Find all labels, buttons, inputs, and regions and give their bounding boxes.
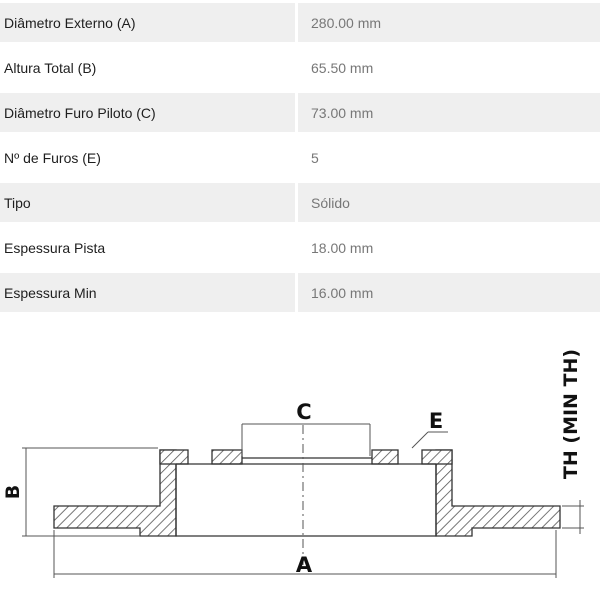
spec-label: Diâmetro Furo Piloto (C)	[0, 93, 295, 132]
spec-value: 5	[311, 149, 319, 166]
label-a: A	[295, 553, 313, 577]
spec-value: 18.00 mm	[311, 239, 374, 256]
dimension-th	[562, 500, 584, 534]
spec-label: Nº de Furos (E)	[4, 149, 101, 166]
spec-label: Altura Total (B)	[4, 59, 97, 76]
spec-value: 73.00 mm	[298, 93, 600, 132]
spec-value: Sólido	[298, 183, 600, 222]
label-c: C	[296, 400, 312, 424]
label-th: TH (MIN TH)	[560, 348, 582, 480]
spec-value: 16.00 mm	[298, 273, 600, 312]
spec-row-altura-total	[0, 45, 600, 90]
spec-label: Diâmetro Externo (A)	[0, 3, 295, 42]
spec-label: Espessura Pista	[4, 239, 106, 256]
spec-label: Espessura Min	[0, 273, 295, 312]
spec-row-espessura-min	[0, 270, 600, 315]
spec-value: 280.00 mm	[298, 3, 600, 42]
spec-row-espessura-pista	[0, 225, 600, 270]
spec-row-tipo	[0, 180, 600, 225]
spec-row-diametro-externo	[0, 0, 600, 45]
label-e: E	[428, 409, 444, 433]
label-b: B	[2, 484, 24, 500]
spec-row-numero-furos	[0, 135, 600, 180]
spec-row-diametro-furo-piloto	[0, 90, 600, 135]
spec-label: Tipo	[0, 183, 295, 222]
dimension-e	[412, 432, 448, 448]
disc-section	[54, 450, 560, 536]
spec-value: 65.50 mm	[311, 59, 374, 76]
brake-disc-diagram	[0, 318, 600, 600]
dimension-c	[242, 424, 370, 456]
